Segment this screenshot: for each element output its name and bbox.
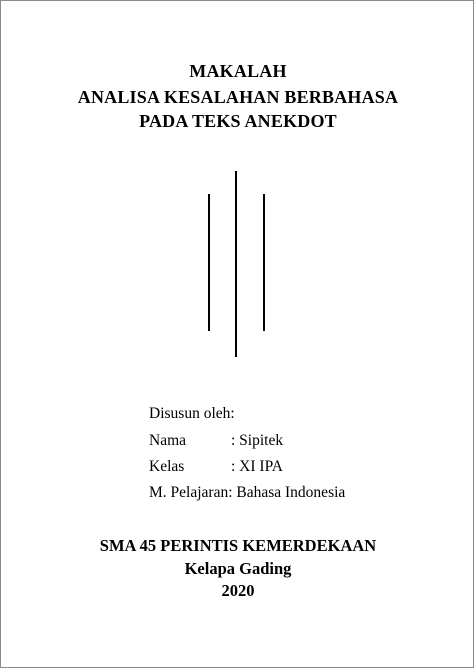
subject-label: M. Pelajaran: <box>149 484 233 501</box>
subject-value: Bahasa Indonesia <box>232 484 346 501</box>
document-title-line-1: ANALISA KESALAHAN BERBAHASA <box>77 87 399 107</box>
school-location: Kelapa Gading <box>184 559 292 578</box>
name-row <box>149 431 283 451</box>
class-value: : XI IPA <box>231 458 283 475</box>
school-name: SMA 45 PERINTIS KEMERDEKAAN <box>99 536 377 555</box>
subject-row <box>149 483 345 503</box>
decorative-vertical-line-right <box>263 194 265 331</box>
name-value: : Sipitek <box>231 432 284 449</box>
class-label: Kelas <box>149 458 185 475</box>
name-label: Nama <box>149 432 187 449</box>
decorative-vertical-line-left <box>208 194 210 331</box>
document-title-line-2: PADA TEKS ANEKDOT <box>139 111 337 131</box>
document-type-title: MAKALAH <box>189 61 287 81</box>
document-year: 2020 <box>221 581 255 600</box>
class-row <box>149 457 283 477</box>
author-heading: Disusun oleh: <box>149 405 235 422</box>
decorative-vertical-line-center <box>235 171 237 357</box>
